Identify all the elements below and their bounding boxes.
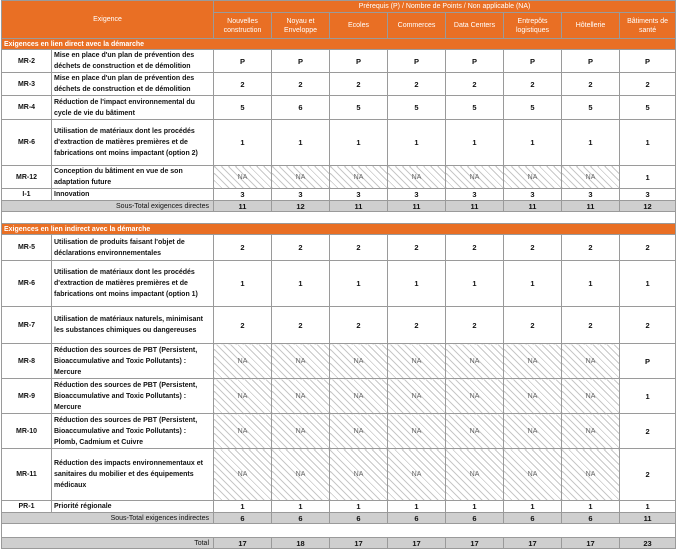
requirements-table — [1, 0, 676, 549]
spacer-row — [2, 524, 676, 538]
value-cell: P — [562, 50, 620, 73]
value-cell: 1 — [504, 501, 562, 513]
requirement-code: MR-12 — [2, 166, 52, 189]
value-cell: 1 — [620, 261, 676, 307]
value-cell: P — [504, 50, 562, 73]
value-cell: 2 — [214, 235, 272, 261]
value-cell: 1 — [388, 501, 446, 513]
value-cell: NA — [388, 166, 446, 189]
table-row — [2, 50, 676, 73]
subtotal-value: 6 — [562, 513, 620, 524]
value-cell: 1 — [446, 261, 504, 307]
value-cell: 2 — [388, 235, 446, 261]
value-cell: 1 — [272, 120, 330, 166]
requirement-code: MR-10 — [2, 414, 52, 449]
value-cell: 1 — [330, 261, 388, 307]
total-value: 17 — [562, 538, 620, 549]
requirement-description: Réduction de l'impact environnemental du cycle de vie du bâtiment — [52, 96, 214, 120]
value-cell: 1 — [446, 120, 504, 166]
total-value: 17 — [330, 538, 388, 549]
column-header-7: Bâtiments de santé — [620, 13, 676, 39]
value-cell: NA — [446, 449, 504, 501]
value-cell: NA — [330, 344, 388, 379]
subtotal-value: 6 — [214, 513, 272, 524]
value-cell: 1 — [620, 501, 676, 513]
value-cell: 2 — [562, 307, 620, 344]
value-cell: 6 — [272, 96, 330, 120]
value-cell: 3 — [562, 189, 620, 201]
subtotal-value: 11 — [214, 201, 272, 212]
requirement-code: MR-5 — [2, 235, 52, 261]
value-cell: 2 — [330, 73, 388, 96]
value-cell: NA — [562, 344, 620, 379]
value-cell: 1 — [214, 501, 272, 513]
total-value: 17 — [446, 538, 504, 549]
value-cell: NA — [562, 166, 620, 189]
requirement-code: MR-4 — [2, 96, 52, 120]
subtotal-row-0 — [2, 201, 676, 212]
value-cell: 2 — [272, 307, 330, 344]
value-cell: 2 — [446, 307, 504, 344]
table-row — [2, 235, 676, 261]
value-cell: 2 — [330, 307, 388, 344]
value-cell: NA — [504, 166, 562, 189]
subtotal-value: 12 — [272, 201, 330, 212]
value-cell: 2 — [330, 235, 388, 261]
requirement-description: Utilisation de matériaux dont les procédés d'extraction de matières premières et de fabrications ont moins impactant (option 1) — [52, 261, 214, 307]
value-cell: 2 — [214, 307, 272, 344]
value-cell: NA — [504, 379, 562, 414]
requirement-description: Mise en place d'un plan de prévention des déchets de construction et de démolition — [52, 50, 214, 73]
requirement-description: Priorité régionale — [52, 501, 214, 513]
value-cell: 2 — [562, 235, 620, 261]
column-header-2: Ecoles — [330, 13, 388, 39]
value-cell: 5 — [214, 96, 272, 120]
value-cell: 1 — [272, 501, 330, 513]
subtotal-value: 12 — [620, 201, 676, 212]
value-cell: 2 — [620, 449, 676, 501]
value-cell: NA — [446, 344, 504, 379]
total-value: 17 — [504, 538, 562, 549]
table-row — [2, 501, 676, 513]
requirement-description: Réduction des impacts environnementaux et sanitaires du mobilier et des équipements médicaux — [52, 449, 214, 501]
subtotal-value: 6 — [504, 513, 562, 524]
value-cell: 5 — [562, 96, 620, 120]
value-cell: 5 — [620, 96, 676, 120]
column-header-0: Nouvelles construction — [214, 13, 272, 39]
table-body — [2, 39, 676, 549]
section-row-0 — [2, 39, 676, 50]
value-cell: 1 — [214, 120, 272, 166]
value-cell: 2 — [446, 73, 504, 96]
value-cell: NA — [504, 414, 562, 449]
value-cell: 1 — [562, 120, 620, 166]
total-value: 17 — [214, 538, 272, 549]
value-cell: 5 — [330, 96, 388, 120]
header-row-top — [2, 1, 676, 13]
requirement-code: I-1 — [2, 189, 52, 201]
requirement-code: MR-6 — [2, 120, 52, 166]
value-cell: 1 — [214, 261, 272, 307]
value-cell: NA — [214, 414, 272, 449]
subtotal-value: 6 — [446, 513, 504, 524]
value-cell: P — [620, 344, 676, 379]
value-cell: 1 — [620, 120, 676, 166]
total-value: 23 — [620, 538, 676, 549]
value-cell: NA — [330, 166, 388, 189]
requirement-description: Utilisation de matériaux naturels, minimisant les substances chimiques ou dangereuses — [52, 307, 214, 344]
value-cell: P — [330, 50, 388, 73]
requirement-code: PR-1 — [2, 501, 52, 513]
value-cell: 2 — [214, 73, 272, 96]
value-cell: P — [446, 50, 504, 73]
value-cell: 1 — [330, 501, 388, 513]
requirement-code: MR-6 — [2, 261, 52, 307]
prereq-header: Prérequis (P) / Nombre de Points / Non applicable (NA) — [214, 1, 676, 13]
value-cell: P — [214, 50, 272, 73]
value-cell: P — [620, 50, 676, 73]
column-header-5: Entrepôts logistiques — [504, 13, 562, 39]
requirement-description: Innovation — [52, 189, 214, 201]
value-cell: 5 — [446, 96, 504, 120]
total-value: 17 — [388, 538, 446, 549]
value-cell: NA — [446, 166, 504, 189]
subtotal-value: 6 — [388, 513, 446, 524]
value-cell: 2 — [562, 73, 620, 96]
value-cell: 2 — [446, 235, 504, 261]
value-cell: NA — [330, 449, 388, 501]
value-cell: 2 — [504, 307, 562, 344]
value-cell: P — [272, 50, 330, 73]
subtotal-value: 11 — [620, 513, 676, 524]
value-cell: 1 — [388, 261, 446, 307]
value-cell: 1 — [562, 501, 620, 513]
total-label: Total — [2, 538, 214, 549]
value-cell: 2 — [388, 73, 446, 96]
requirement-code: MR-3 — [2, 73, 52, 96]
requirement-code: MR-8 — [2, 344, 52, 379]
column-header-3: Commerces — [388, 13, 446, 39]
value-cell: 1 — [504, 261, 562, 307]
value-cell: NA — [388, 449, 446, 501]
value-cell: 1 — [620, 379, 676, 414]
subtotal-value: 6 — [330, 513, 388, 524]
value-cell: NA — [272, 414, 330, 449]
value-cell: 1 — [388, 120, 446, 166]
value-cell: NA — [562, 414, 620, 449]
value-cell: 1 — [272, 261, 330, 307]
value-cell: 2 — [620, 235, 676, 261]
value-cell: 3 — [272, 189, 330, 201]
value-cell: 2 — [620, 307, 676, 344]
spacer-cell — [2, 212, 676, 224]
value-cell: NA — [214, 166, 272, 189]
value-cell: NA — [504, 449, 562, 501]
value-cell: NA — [388, 414, 446, 449]
value-cell: 3 — [620, 189, 676, 201]
value-cell: 1 — [504, 120, 562, 166]
value-cell: 2 — [388, 307, 446, 344]
value-cell: 1 — [562, 261, 620, 307]
value-cell: NA — [330, 414, 388, 449]
value-cell: P — [388, 50, 446, 73]
value-cell: NA — [272, 379, 330, 414]
table-row — [2, 344, 676, 379]
value-cell: NA — [388, 379, 446, 414]
table-row — [2, 189, 676, 201]
value-cell: NA — [272, 344, 330, 379]
table-row — [2, 73, 676, 96]
value-cell: 1 — [330, 120, 388, 166]
value-cell: 2 — [272, 73, 330, 96]
value-cell: NA — [214, 344, 272, 379]
section-row-1 — [2, 224, 676, 235]
value-cell: 1 — [620, 166, 676, 189]
value-cell: NA — [504, 344, 562, 379]
requirement-description: Réduction des sources de PBT (Persistent, Bioaccumulative and Toxic Pollutants) : Plomb, Cadmium et Cuivre — [52, 414, 214, 449]
requirement-description: Conception du bâtiment en vue de son adaptation future — [52, 166, 214, 189]
requirement-description: Utilisation de matériaux dont les procédés d'extraction de matières premières et de fabrications ont moins impactant (option 2) — [52, 120, 214, 166]
value-cell: NA — [272, 449, 330, 501]
column-header-1: Noyau et Enveloppe — [272, 13, 330, 39]
table-row — [2, 166, 676, 189]
subtotal-value: 11 — [388, 201, 446, 212]
table-row — [2, 261, 676, 307]
value-cell: 2 — [504, 73, 562, 96]
value-cell: 3 — [388, 189, 446, 201]
value-cell: NA — [214, 449, 272, 501]
value-cell: 2 — [620, 73, 676, 96]
column-header-4: Data Centers — [446, 13, 504, 39]
value-cell: NA — [272, 166, 330, 189]
table-row — [2, 307, 676, 344]
subtotal-label: Sous-Total exigences directes — [2, 201, 214, 212]
table-row — [2, 379, 676, 414]
requirement-code: MR-9 — [2, 379, 52, 414]
subtotal-row-1 — [2, 513, 676, 524]
subtotal-value: 11 — [446, 201, 504, 212]
value-cell: 5 — [388, 96, 446, 120]
requirement-description: Utilisation de produits faisant l'objet de déclarations environnementales — [52, 235, 214, 261]
total-row — [2, 538, 676, 549]
column-header-6: Hôtellerie — [562, 13, 620, 39]
value-cell: 3 — [214, 189, 272, 201]
subtotal-label: Sous-Total exigences indirectes — [2, 513, 214, 524]
value-cell: 3 — [504, 189, 562, 201]
value-cell: 3 — [330, 189, 388, 201]
requirement-description: Réduction des sources de PBT (Persistent, Bioaccumulative and Toxic Pollutants) : Mercure — [52, 379, 214, 414]
spacer-row — [2, 212, 676, 224]
value-cell: NA — [562, 449, 620, 501]
table-row — [2, 96, 676, 120]
value-cell: 3 — [446, 189, 504, 201]
value-cell: NA — [446, 379, 504, 414]
value-cell: NA — [562, 379, 620, 414]
requirement-code: MR-7 — [2, 307, 52, 344]
value-cell: NA — [330, 379, 388, 414]
table-row — [2, 414, 676, 449]
subtotal-value: 6 — [272, 513, 330, 524]
value-cell: 2 — [620, 414, 676, 449]
value-cell: 2 — [272, 235, 330, 261]
subtotal-value: 11 — [562, 201, 620, 212]
value-cell: NA — [388, 344, 446, 379]
table-row — [2, 449, 676, 501]
requirement-description: Réduction des sources de PBT (Persistent, Bioaccumulative and Toxic Pollutants) : Mercure — [52, 344, 214, 379]
total-value: 18 — [272, 538, 330, 549]
value-cell: 2 — [504, 235, 562, 261]
value-cell: 5 — [504, 96, 562, 120]
value-cell: NA — [446, 414, 504, 449]
subtotal-value: 11 — [330, 201, 388, 212]
section-title: Exigences en lien direct avec la démarche — [2, 39, 676, 50]
spacer-cell — [2, 524, 676, 538]
requirement-header: Exigence — [2, 1, 214, 39]
requirement-code: MR-2 — [2, 50, 52, 73]
section-title: Exigences en lien indirect avec la démarche — [2, 224, 676, 235]
subtotal-value: 11 — [504, 201, 562, 212]
value-cell: 1 — [446, 501, 504, 513]
requirement-description: Mise en place d'un plan de prévention des déchets de construction et de démolition — [52, 73, 214, 96]
requirement-code: MR-11 — [2, 449, 52, 501]
table-row — [2, 120, 676, 166]
value-cell: NA — [214, 379, 272, 414]
